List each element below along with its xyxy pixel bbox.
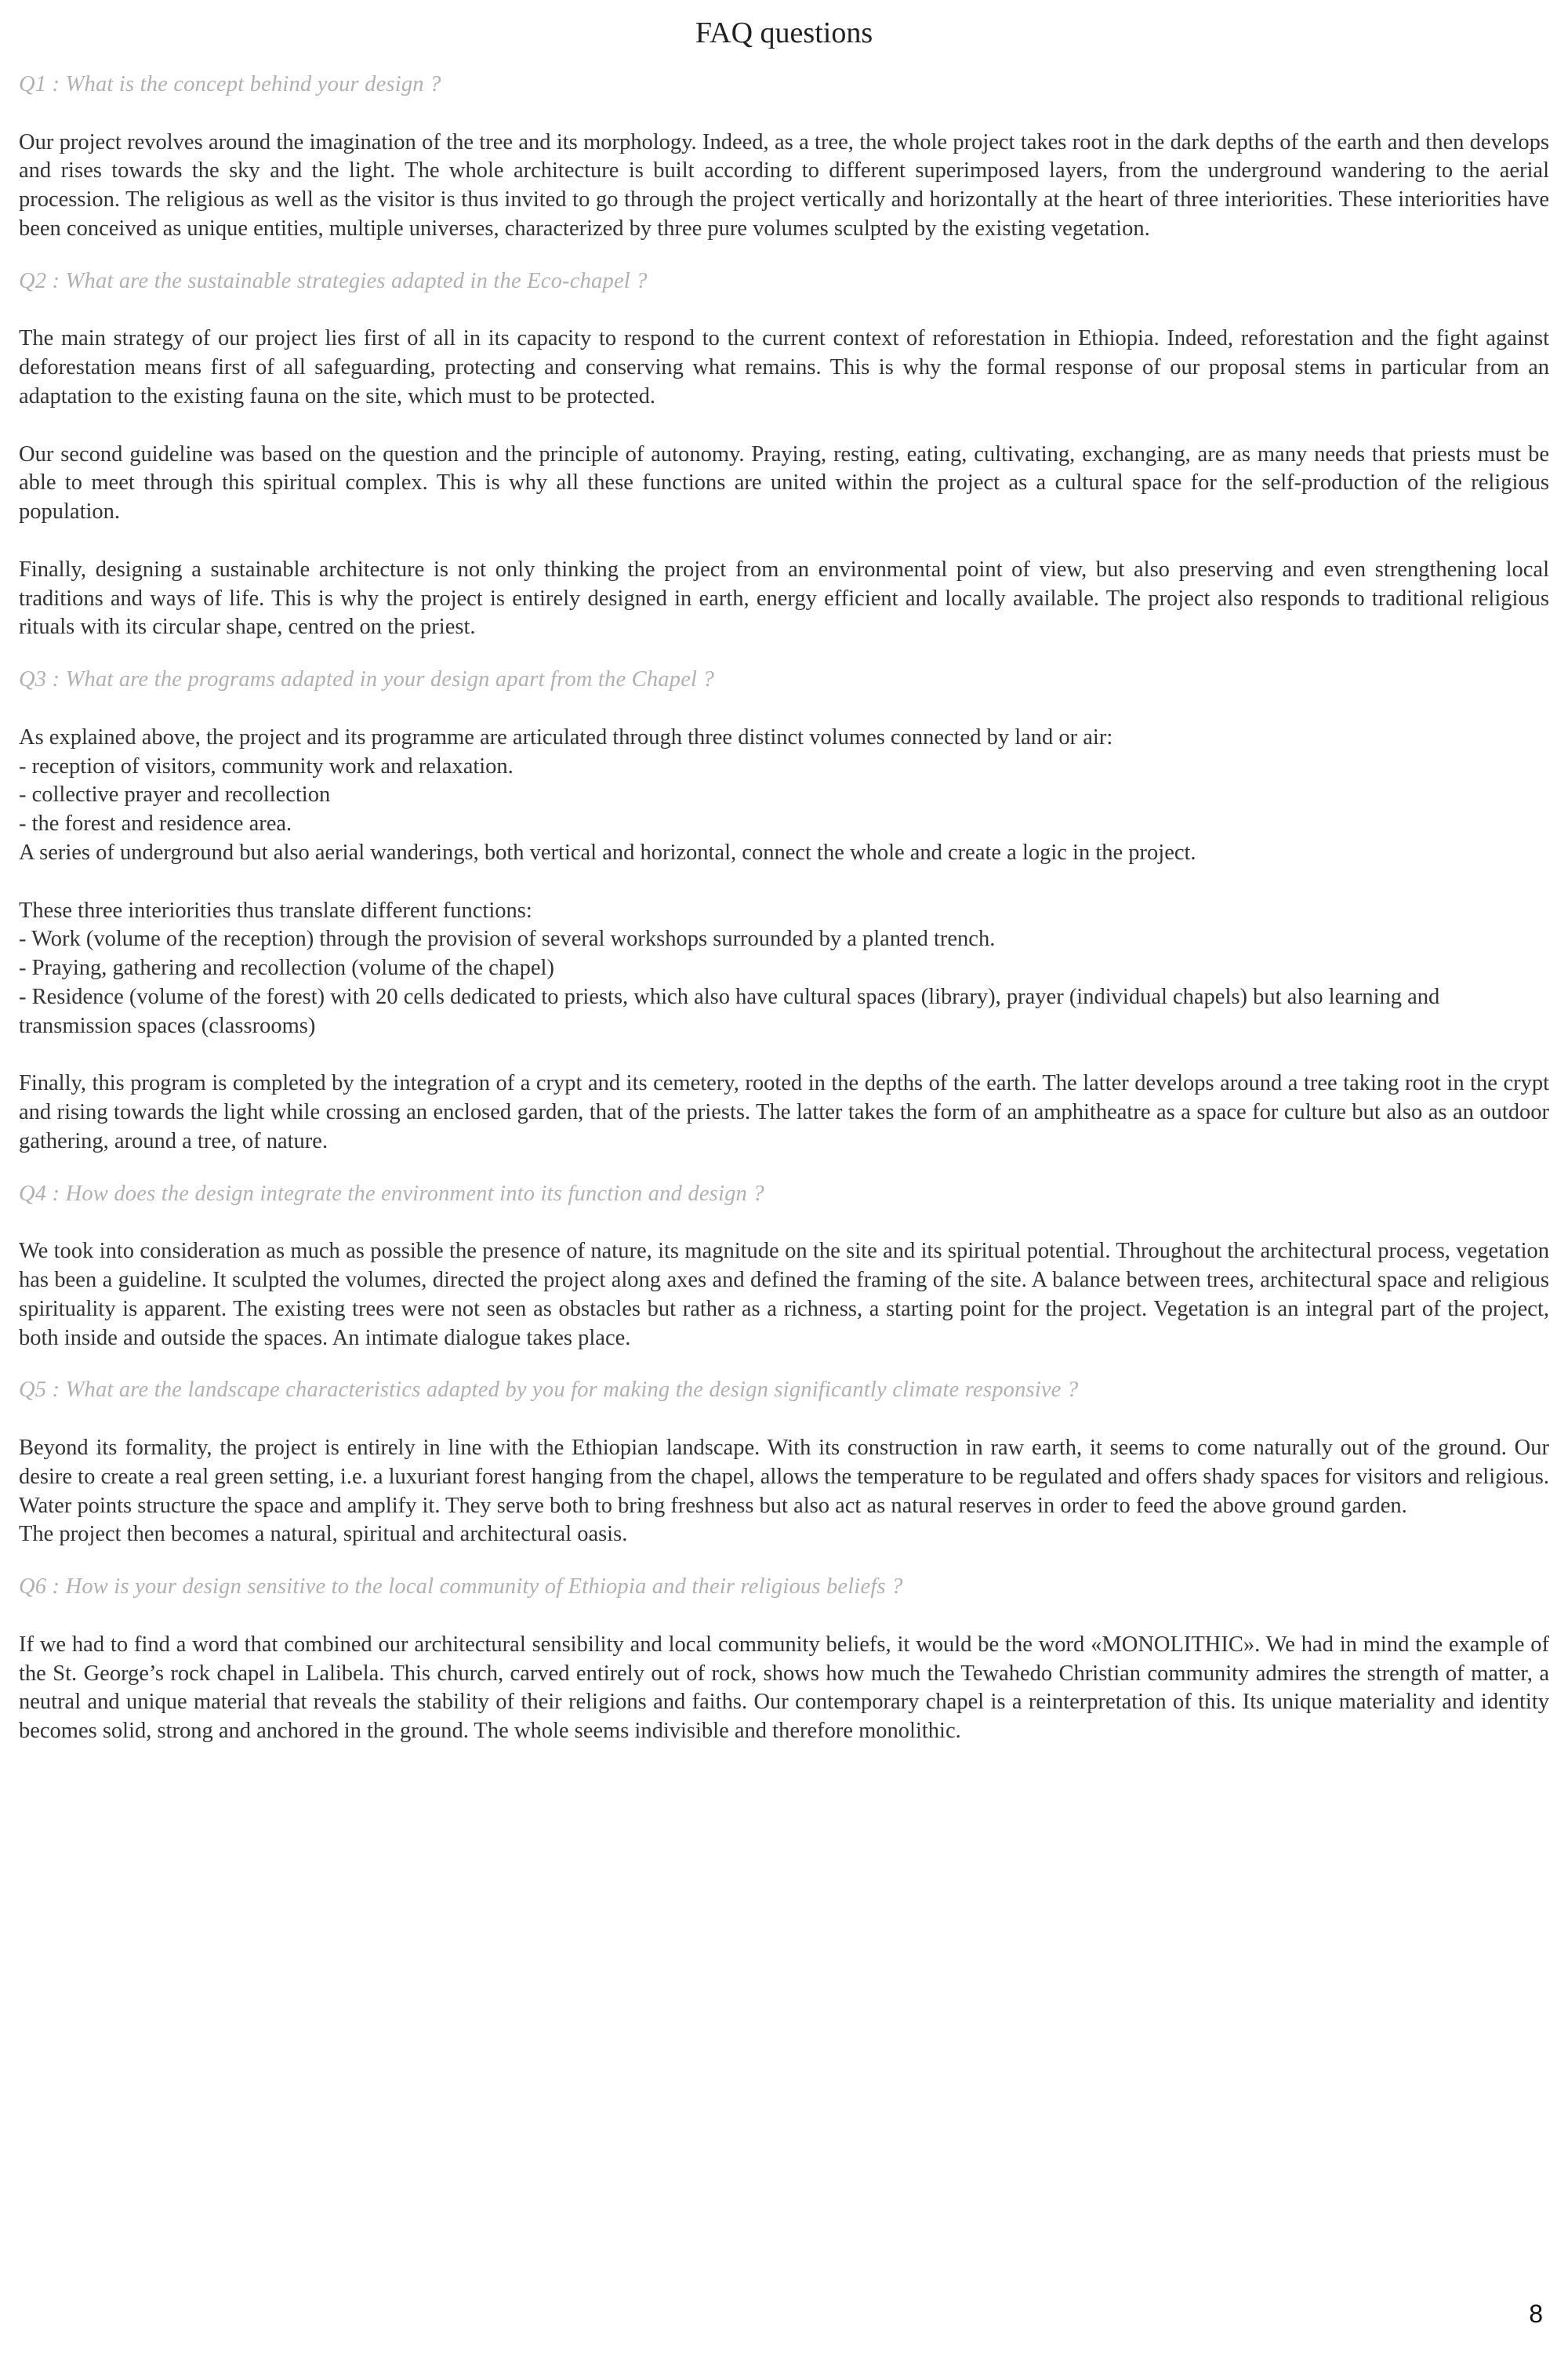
question-heading: Q3 : What are the programs adapted in your design apart from the Chapel ?: [19, 667, 714, 692]
answer-list-block: [19, 897, 1549, 1041]
answer-paragraph: Finally, this program is completed by the integration of a crypt and its cemetery, rooted in the depths of the earth. The latter develops around a tree taking root in the crypt and rising towards the light while crossing an enclosed garden, that of the priests. The latter takes the form of an amphitheatre as a space for culture but also as an outdoor gathering, around a tree, of nature.: [19, 1071, 1549, 1153]
faq-section-q6: [19, 1573, 1549, 1746]
answer-line: - reception of visitors, community work and relaxation.: [19, 753, 514, 779]
answer-line: - collective prayer and recollection: [19, 783, 331, 808]
faq-section-q4: [19, 1180, 1549, 1353]
question-heading: Q6 : How is your design sensitive to the local community of Ethiopia and their religious beliefs ?: [19, 1574, 903, 1600]
answer-paragraph-end: The project then becomes a natural, spiritual and architectural oasis.: [19, 1522, 628, 1547]
answer-paragraph: If we had to find a word that combined our architectural sensibility and local community beliefs, it would be the word «MONOLITHIC». We had in mind the example of the St. George’s rock chapel in Lalibela. This church, carved entirely out of rock, shows how much the Tewahedo Christian community admires the strength of matter, a neutral and unique material that reveals the stability of their religions and faiths. Our contemporary chapel is a reinterpretation of this. Its unique materiality and identity becomes solid, strong and anchored in the ground. The whole seems indivisible and therefore monolithic.: [19, 1632, 1549, 1744]
question-heading: Q2 : What are the sustainable strategies adapted in the Eco-chapel ?: [19, 268, 648, 293]
answer-line: - Work (volume of the reception) through the provision of several workshops surrounded by a planted trench.: [19, 927, 996, 952]
answer-paragraph: Our second guideline was based on the question and the principle of autonomy. Praying, resting, eating, cultivating, exchanging, are as many needs that priests must be able to meet through this spiritual complex. This is why all these functions are united within the project as a cultural space for the self-production of the religious population.: [19, 441, 1549, 525]
faq-section-q2: [19, 267, 1549, 642]
answer-line: A series of underground but also aerial wanderings, both vertical and horizontal, connect the whole and create a logic in the project.: [19, 840, 1196, 865]
question-heading: Q5 : What are the landscape characteristics adapted by you for making the design significantly climate responsive ?: [19, 1378, 1079, 1403]
faq-section-q3: [19, 666, 1549, 1157]
answer-line: - the forest and residence area.: [19, 812, 292, 837]
answer-paragraph: Finally, designing a sustainable architecture is not only thinking the project from an environmental point of view, but also preserving and even strengthening local traditions and ways of life. This is why the project is entirely designed in earth, energy efficient and locally available. The project also responds to traditional religious rituals with its circular shape, centred on the priest.: [19, 557, 1549, 640]
answer-paragraph: Our project revolves around the imagination of the tree and its morphology. Indeed, as a tree, the whole project takes root in the dark depths of the earth and then develops and rises towards the sky and the light. The whole architecture is built according to different superimposed layers, from the underground wandering to the aerial procession. The religious as well as the visitor is thus invited to go through the project vertically and horizontally at the heart of three interiorities. These interiorities have been conceived as unique entities, multiple universes, characterized by three pure volumes sculpted by the existing vegetation.: [19, 129, 1549, 241]
answer-paragraph: The main strategy of our project lies first of all in its capacity to respond to the current context of reforestation in Ethiopia. Indeed, reforestation and the fight against deforestation means first of all safeguarding, protecting and conserving what remains. This is why the formal response of our proposal stems in particular from an adaptation to the existing fauna on the site, which must to be protected.: [19, 326, 1549, 409]
answer-line: - Residence (volume of the forest) with 20 cells dedicated to priests, which also have cultural spaces (library), prayer (individual chapels) but also learning and transmission spaces (classrooms): [19, 984, 1440, 1038]
faq-content: [19, 71, 1549, 1770]
answer-line: As explained above, the project and its programme are articulated through three distinct volumes connected by land or air:: [19, 724, 1113, 750]
faq-section-q5: [19, 1376, 1549, 1549]
faq-section-q1: [19, 71, 1549, 244]
answer-line: These three interiorities thus translate different functions:: [19, 898, 532, 923]
page-title: FAQ questions: [695, 16, 873, 49]
answer-line: - Praying, gathering and recollection (volume of the chapel): [19, 956, 554, 981]
question-heading: Q1 : What is the concept behind your design ?: [19, 72, 441, 96]
answer-list-block: [19, 724, 1549, 868]
question-heading: Q4 : How does the design integrate the environment into its function and design ?: [19, 1181, 764, 1206]
answer-paragraph: Beyond its formality, the project is entirely in line with the Ethiopian landscape. With its construction in raw earth, it seems to come naturally out of the ground. Our desire to create a real green setting, i.e. a luxuriant forest hanging from the chapel, allows the temperature to be regulated and offers shady spaces for visitors and religious. Water points structure the space and amplify it. They serve both to bring freshness but also act as natural reserves in order to feed the above ground garden.: [19, 1436, 1549, 1518]
answer-paragraph: We took into consideration as much as possible the presence of nature, its magnitude on the site and its spiritual potential. Throughout the architectural process, vegetation has been a guideline. It sculpted the volumes, directed the project along axes and defined the framing of the site. A balance between trees, architectural space and religious spirituality is apparent. The existing trees were not seen as obstacles but rather as a richness, a starting point for the project. Vegetation is an integral part of the project, both inside and outside the spaces. An intimate dialogue takes place.: [19, 1239, 1549, 1350]
page-number: 8: [1529, 2300, 1543, 2328]
